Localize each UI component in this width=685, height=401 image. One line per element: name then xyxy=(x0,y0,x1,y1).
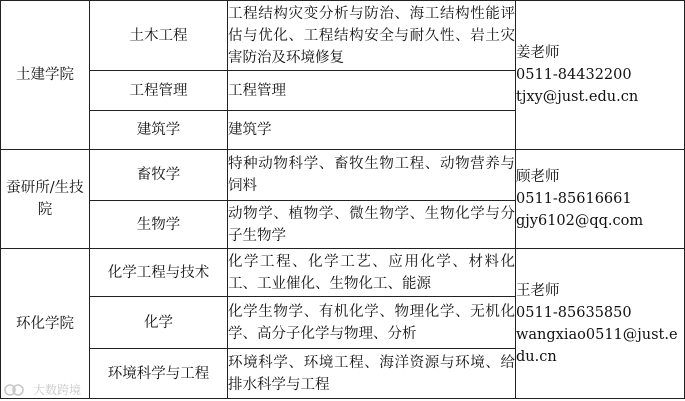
contact-cell xyxy=(516,1,685,150)
watermark-text: 大数跨境 xyxy=(33,383,82,397)
contact-phone: 0511-85616661 xyxy=(516,191,632,207)
contact-email: tjxy@just.edu.cn xyxy=(516,89,639,105)
research-directions-cell: 化学生物学、有机化学、物理化学、无机化学、高分子化学与物理、分析 xyxy=(228,297,516,349)
research-directions-cell: 建筑学 xyxy=(228,111,516,150)
table-row xyxy=(1,249,685,297)
contact-cell xyxy=(516,150,685,249)
major-cell: 生物学 xyxy=(90,201,228,249)
contact-email: gjy6102@qq.com xyxy=(516,213,644,229)
research-directions-cell: 工程结构灾变分析与防治、海工结构性能评估与优化、工程结构安全与耐久性、岩土灾害防治及环境修复 xyxy=(228,1,516,71)
table-row xyxy=(1,150,685,201)
major-cell: 建筑学 xyxy=(90,111,228,150)
contact-cell xyxy=(516,249,685,399)
contact-phone: 0511-85635850 xyxy=(516,304,632,321)
major-cell: 环境科学与工程 xyxy=(90,349,228,399)
watermark xyxy=(4,381,81,398)
research-directions-cell: 动物学、植物学、微生物学、生物化学与分子生物学 xyxy=(228,201,516,249)
contact-email: wangxiao0511@just.edu.cn xyxy=(516,326,678,365)
college-cell: 环化学院 xyxy=(1,249,90,399)
major-cell: 畜牧学 xyxy=(90,150,228,201)
contact-name: 顾老师 xyxy=(516,169,560,185)
table-row xyxy=(1,1,685,71)
contact-name: 王老师 xyxy=(516,282,560,299)
research-directions-cell: 环境科学、环境工程、海洋资源与环境、给排水科学与工程 xyxy=(228,349,516,399)
college-cell: 土建学院 xyxy=(1,1,90,150)
contact-phone: 0511-84432200 xyxy=(516,67,632,83)
research-directions-cell: 化学工程、化学工艺、应用化学、材料化工、工业催化、生物化工、能源 xyxy=(228,249,516,297)
contact-name: 姜老师 xyxy=(516,45,560,61)
research-directions-cell: 工程管理 xyxy=(228,71,516,111)
college-cell: 蚕研所/生技院 xyxy=(1,150,90,249)
major-cell: 化学工程与技术 xyxy=(90,249,228,297)
major-cell: 工程管理 xyxy=(90,71,228,111)
major-cell: 化学 xyxy=(90,297,228,349)
research-directions-cell: 特种动物科学、畜牧生物工程、动物营养与饲料 xyxy=(228,150,516,201)
logo-mark-icon xyxy=(4,382,30,398)
major-cell: 土木工程 xyxy=(90,1,228,71)
